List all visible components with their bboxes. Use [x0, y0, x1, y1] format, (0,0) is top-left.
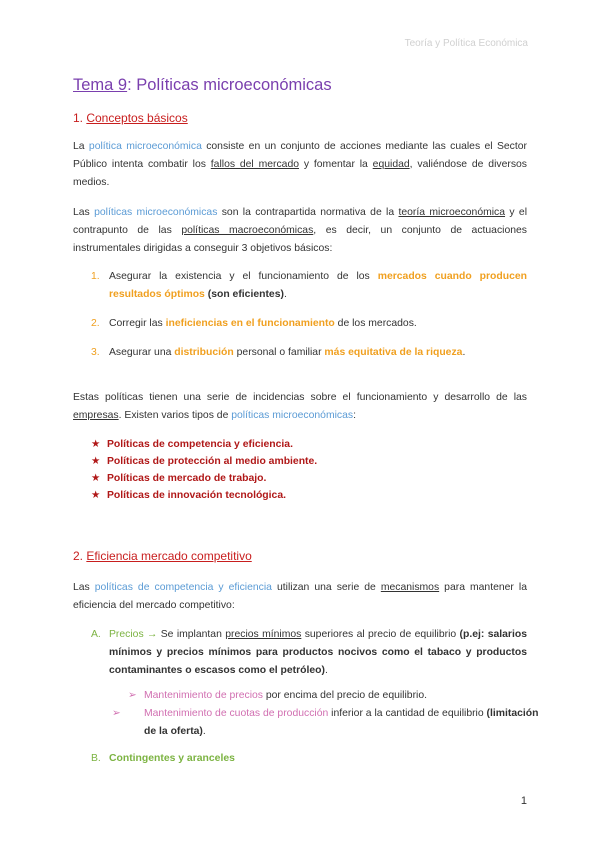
arrow-icon: ➢ — [112, 708, 121, 719]
sub-item: ➢ Mantenimiento de precios por encima del precio de equilibrio. — [128, 687, 528, 705]
mechanism-item-a: A. Precios → Se implantan precios mínimos superiores al precio de equilibrio (p.ej: salarios mínimos y precios mínimos para productos nocivos como el tabaco y productos contaminantes o escasos como el petróleo). — [91, 629, 527, 676]
page-title — [73, 76, 332, 95]
star-icon: ★ — [91, 473, 101, 484]
page-number: 1 — [520, 795, 527, 807]
sub-item: ➢ Mantenimiento de cuotas de producción inferior a la cantidad de equilibrio (limitación de la oferta). — [128, 705, 544, 741]
section-1-number: 1. — [73, 111, 87, 125]
section-1-heading — [73, 111, 188, 125]
title-label: Tema 9 — [73, 76, 128, 94]
star-icon: ★ — [91, 490, 101, 501]
objective-item: 2. Corregir las ineficiencias en el funcionamiento de los mercados. — [91, 318, 417, 329]
arrow-icon: ➢ — [128, 690, 137, 701]
mechanism-item-b: B. Contingentes y aranceles — [91, 753, 235, 764]
star-icon: ★ — [91, 439, 101, 450]
section-2-heading — [73, 549, 252, 563]
section-2-number: 2. — [73, 549, 87, 563]
policy-type-item: ★ Políticas de innovación tecnológica. — [91, 487, 286, 504]
policy-type-item: ★ Políticas de mercado de trabajo. — [91, 470, 266, 487]
paragraph-3: Estas políticas tienen una serie de incidencias sobre el funcionamiento y desarrollo de las empresas. Existen varios tipos de políticas microeconómicas: — [73, 392, 527, 421]
policy-type-item: ★ Políticas de competencia y eficiencia. — [91, 436, 293, 453]
objective-item: 1. Asegurar la existencia y el funcionamiento de los mercados cuando producen resultados óptimos (son eficientes). — [91, 271, 527, 300]
policy-type-item: ★ Políticas de protección al medio ambiente. — [91, 453, 317, 470]
running-header: Teoría y Política Económica — [404, 38, 528, 49]
objective-item: 3. Asegurar una distribución personal o familiar más equitativa de la riqueza. — [91, 347, 466, 358]
star-icon: ★ — [91, 456, 101, 467]
title-rest: : Políticas microeconómicas — [127, 76, 332, 94]
paragraph-2: Las políticas microeconómicas son la contrapartida normativa de la teoría microeconómica y el contrapunto de las políticas macroeconómicas, es decir, un conjunto de actuaciones instrumentales dirigidas a conseguir 3 objetivos básicos: — [73, 207, 527, 254]
paragraph-1: La política microeconómica consiste en un conjunto de acciones mediante las cuales el Sector Público intenta combatir los fallos del mercado y fomentar la equidad, valiéndose de diversos medios. — [73, 141, 527, 188]
section-2-title: Eficiencia mercado competitivo — [86, 549, 252, 563]
section-1-title: Conceptos básicos — [86, 111, 188, 125]
paragraph-4: Las políticas de competencia y eficiencia utilizan una serie de mecanismos para mantener la eficiencia del mercado competitivo: — [73, 582, 527, 611]
